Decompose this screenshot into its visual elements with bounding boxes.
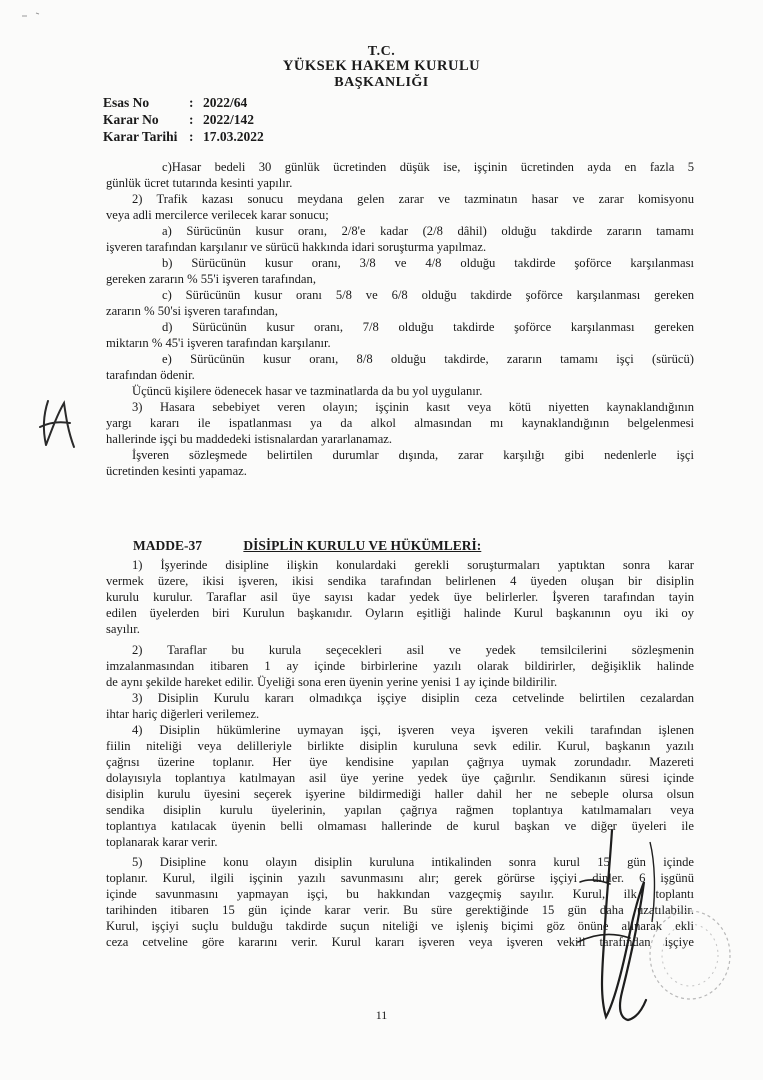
meta-colon: : — [189, 129, 194, 144]
text-line: b) Sürücünün kusur oranı, 3/8 ve 4/8 olduğu takdirde şoförce karşılanması — [162, 256, 694, 270]
text-line: edilen üyelerden biri Kurulun başkanıdır. Oyların eşitliği halinde Kurul başkanının oyu iki oy — [106, 606, 694, 620]
text-line: 4) Disiplin hükümlerine uymayan işçi, işveren veya işveren vekili tarafından işlenen — [132, 723, 694, 737]
text-line: Kurul, işçiyi suçlu bulduğu takdirde suçun niteliği ve işleniş biçimi göz önüne alınarak ekli — [106, 919, 694, 933]
meta-label: Karar No — [103, 112, 159, 127]
text-line: toplantıya katılacak üyenin belli olmaması hallerinde de kurul başkan ve diğer üyeleri ile — [106, 819, 694, 833]
text-line: de aynı şekilde hareket edilir. Üyeliği sona eren üyenin yerine yenisi 1 ay içinde bildirilir. — [106, 675, 558, 689]
text-line: içinde savunmasını yapmayan işçi, bu hakkından vazgeçmiş sayılır. Kurul, ilk toplantı — [106, 887, 694, 901]
text-line: kurulu kurulur. Taraflar asil üye sayısı kadar yedek üye belirlerler. İşveren tarafından tayin — [106, 590, 694, 604]
meta-row-esas — [103, 94, 264, 111]
scan-mark-icon — [20, 10, 50, 20]
text-line: 2) Trafik kazası sonucu meydana gelen zarar ve tazminatın hasar ve zarar komisyonu — [132, 192, 694, 206]
text-line: vermek üzere, ikisi işveren, ikisi sendika tarafından belirlenen 4 üyeden oluşan bir disiplin — [106, 574, 694, 588]
section-heading — [133, 538, 481, 554]
meta-value: 17.03.2022 — [203, 129, 264, 144]
text-line: c)Hasar bedeli 30 günlük ücretinden düşük ise, işçinin ücretinden ayda en fazla 5 — [162, 160, 694, 174]
meta-value: 2022/142 — [203, 112, 255, 127]
text-line: hallerinde işçi bu maddedeki istisnalardan yararlanamaz. — [106, 432, 393, 446]
text-line: sayılır. — [106, 622, 140, 636]
text-line: e) Sürücünün kusur oranı, 8/8 olduğu takdirde, zararın tamamı işçi (sürücü) — [162, 352, 694, 366]
text-line: İşveren sözleşmede belirtilen durumlar dışında, zarar karşılığı gibi nedenlerle işçi — [132, 448, 694, 462]
text-line: toplanarak karar verir. — [106, 835, 218, 849]
text-line: yargı kararı ile ispatlanması ya da alkol almasından mı kaynaklandığının belgelenmesi — [106, 416, 694, 430]
meta-row-date — [103, 128, 264, 145]
text-line: Üçüncü kişilere ödenecek hasar ve tazminatlarda da bu yol uygulanır. — [132, 384, 483, 398]
text-line: işveren tarafından karşılanır ve sürücü hakkında idari soruşturma yapılmaz. — [106, 240, 487, 254]
text-line: 2) Taraflar bu kurula seçecekleri asil ve yedek temsilcilerini sözleşmenin — [132, 643, 694, 657]
section-title: DİSİPLİN KURULU VE HÜKÜMLERİ: — [243, 538, 482, 553]
case-meta — [103, 94, 264, 145]
header-institution: YÜKSEK HAKEM KURULU — [282, 58, 481, 74]
text-line: 3) Disiplin Kurulu kararı olmadıkça işçiye disiplin ceza cetvelinde belirtilen cezalardan — [132, 691, 694, 705]
text-line: ücretinden kesinti yapamaz. — [106, 464, 247, 478]
text-line: d) Sürücünün kusur oranı, 7/8 olduğu takdirde şoförce karşılanması gereken — [162, 320, 694, 334]
text-line: gereken zararın % 55'i işveren tarafından, — [106, 272, 316, 286]
text-line: dolayısıyla toplantıya katılmayan asil üye yerine yedek üye çağırılır. Sendikanın süresi içinde — [106, 771, 694, 785]
meta-colon: : — [189, 95, 194, 110]
text-line: imzalanmasından itibaren 1 ay içinde birbirlerine yazılı olarak bildirirler, değişiklik halinde — [106, 659, 694, 673]
text-line: c) Sürücünün kusur oranı 5/8 ve 6/8 olduğu takdirde şoförce karşılanması gereken — [162, 288, 694, 302]
text-line: zararın % 50'si işveren tarafından, — [106, 304, 278, 318]
stamp-icon — [640, 900, 740, 1010]
text-line: tarihinden itibaren 15 gün içinde karar verir. Bu süre gerektiğinde 15 gün daha uzatılabilir. — [106, 903, 694, 917]
text-line: toplanır. Kurul, ilgili işçinin yazılı savunmasını alır; gerek görürse işçiyi dinler. 6 işgünü — [106, 871, 694, 885]
text-line: tarafından ödenir. — [106, 368, 195, 382]
body-top — [106, 159, 694, 479]
text-line: disiplin kurulu üyesini seçerek işyerine bildirmediği haller dahil her ne sebeple olursa olsun — [106, 787, 694, 801]
margin-initial-signature-icon — [34, 393, 84, 455]
text-line: miktarın % 45'i işveren tarafından karşılanır. — [106, 336, 331, 350]
meta-label: Karar Tarihi — [103, 129, 178, 144]
text-line: a) Sürücünün kusur oranı, 2/8'e kadar (2/8 dâhil) olduğu takdirde zararın tamamı — [162, 224, 694, 238]
text-line: çağrısı üzerine toplanır. Her üye kendisine yapılan çağrıya uymak zorundadır. Mazereti — [106, 755, 694, 769]
text-line: 5) Disipline konu olayın disiplin kuruluna intikalinden sonra kurul 15 gün içinde — [132, 855, 694, 869]
header-department: BAŞKANLIĞI — [334, 75, 429, 90]
text-line: ceza cetveline göre kararını verir. Kurul kararı işveren veya işveren vekili tarafından işçiye — [106, 935, 694, 949]
text-line: sendika disiplin kurulu üyelerinin, yapılan çağrıya rağmen toplantıya katılmamaları veya — [106, 803, 694, 817]
text-line: 1) İşyerinde disipline ilişkin konulardaki gerekli soruşturmaları yaptıktan sonra karar — [132, 558, 694, 572]
meta-label: Esas No — [103, 95, 150, 110]
text-line: 3) Hasara sebebiyet veren olayın; işçinin kasıt veya kötü niyetten kaynaklandığının — [132, 400, 694, 414]
text-line: günlük ücret tutarında kesinti yapılır. — [106, 176, 293, 190]
meta-colon: : — [189, 112, 194, 127]
page-number: 11 — [375, 1008, 388, 1022]
text-line: ihtar hariç diğerleri verilemez. — [106, 707, 260, 721]
meta-value: 2022/64 — [203, 95, 248, 110]
meta-row-karar — [103, 111, 264, 128]
text-line: veya adli mercilerce verilecek karar sonucu; — [106, 208, 329, 222]
header-tc: T.C. — [367, 44, 396, 59]
section-number: MADDE-37 — [133, 538, 202, 553]
text-line: fiilin niteliği veya delilleriyle birlikte disiplin kuruluna sevk edilir. Kurul, başkanın yazılı — [106, 739, 694, 753]
